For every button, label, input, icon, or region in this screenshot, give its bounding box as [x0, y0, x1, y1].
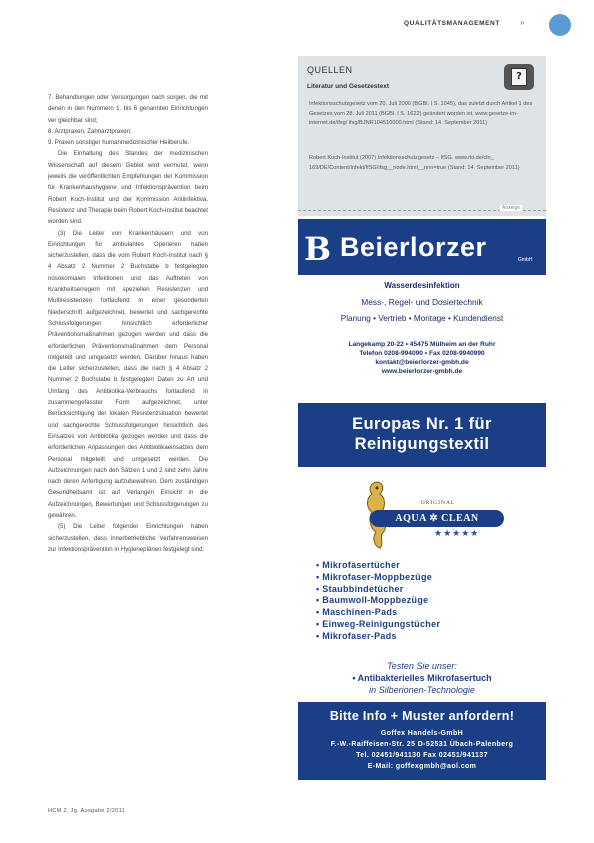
question-glyph: ?	[511, 68, 527, 86]
source-entry: Infektionsschutzgesetz vom 20. Juli 2000 (BGBl. I S. 1045), das zuletzt durch Artikel 1 des Gesetzes vom 28. Juli 2011 (BGBl. I S. 1622) geändert worden ist. www.gesetze-im-internet.de/ifsg/ ifsg/BJNR104510000.html (Stand: 14. September 2011)	[309, 101, 533, 127]
body-text-column	[48, 92, 208, 555]
company-suffix: GmbH	[518, 257, 533, 263]
list-item: • Maschinen-Pads	[316, 607, 440, 619]
page-footer: HCM 2. Jg. Ausgabe 2/2011	[48, 808, 126, 814]
ad-tagline: Wasserdesinfektion	[384, 281, 460, 290]
call-to-action: Bitte Info + Muster anfordern!	[329, 709, 515, 723]
ad-phone: Telefon 0208-994090 • Fax 0208-9940990	[359, 350, 485, 357]
paragraph: 8. Arztpraxen, Zahnarztpraxen;	[48, 127, 132, 135]
paragraph: Die Einhaltung des Standes der medizinischen Wissenschaft auf diesem Gebiet wird vermutet, wenn jeweils die veröffentlichten Empfehlungen der Kommission für Krankenhaushygiene und Infektionsprävention beim Robert Koch-Institut und der Kommission Antiinfektiva, Resistenz und Therapie beim Robert Koch-Institut beachtet worden sind.	[48, 150, 208, 226]
sources-box	[298, 56, 546, 216]
ad-headline-line: Europas Nr. 1 für	[352, 415, 492, 433]
sources-title: QUELLEN	[307, 65, 353, 75]
ad-label: Anzeige	[502, 205, 521, 211]
list-item: • Staubbindetücher	[316, 584, 440, 596]
product-list	[316, 560, 440, 643]
ad-email[interactable]: kontakt@beierlorzer-gmbh.de	[375, 359, 469, 366]
ad-headline	[298, 414, 546, 454]
ad-website[interactable]: www.beierlorzer-gmbh.de	[381, 368, 463, 375]
list-item: • Einweg-Reinigungstücher	[316, 619, 440, 631]
ad-headline-banner	[298, 403, 546, 467]
ad-address: F.-W.-Raiffeisen-Str. 25 D-52531 Übach-Palenberg	[330, 741, 514, 748]
beierlorzer-logo: B	[304, 230, 332, 268]
ad-email[interactable]: E-Mail: goffexgmbh@aol.com	[367, 763, 477, 770]
company-name: Beierlorzer	[340, 232, 487, 262]
list-item: • Mikrofaser-Moppbezüge	[316, 572, 440, 584]
ad-contact-banner	[298, 702, 546, 780]
aqua-clean-logo	[358, 478, 518, 556]
ad-address: Langekamp 20-22 • 45475 Mülheim an der Ruhr	[348, 341, 496, 348]
ad-headline-line: Reinigungstextil	[354, 435, 490, 453]
paragraph: (3) Die Leiter von Krankenhäusern und von Einrichtungen für ambulantes Operieren haben sicherzustellen, dass die vom Robert Koch-Institut nach § 4 Absatz 2 Nummer 2 Buchstabe b festgelegten nosokomialen Infektionen und das Auftreten von Krankheitserregern mit speziellen Resistenzen und Multiresistenzen fortlaufend in einer gesonderten Niederschrift aufgezeichnet, bewertet und sachgerechte Schlussfolgerungen hinsichtlich erforderlicher Präventionsmaßnahmen gezogen werden und dass die erforderlichen Präventionsmaßnahmen dem Personal mitgeteilt und umgesetzt werden. Darüber hinaus haben die Leiter sicherzustellen, dass die nach § 4 Absatz 2 Nummer 2 Buchstabe b festgelegten Daten zu Art und Umfang des Antibiotika-Verbrauchs fortlaufend in zusammengefasster Form aufgezeichnet, unter Berücksichtigung der lokalen Resistenzsituation bewertet und sachgerechte Schlussfolgerungen hinsichtlich des Einsatzes von Antibiotika gezogen werden und dass die erforderlichen Anpassungen des Antibiotikaeinsatzes dem Personal mitgeteilt und umgesetzt werden. Die Aufzeichnungen nach den Sätzen 1 und 2 sind zehn Jahre nach deren Anfertigung aufzubewahren. Dem zuständigen Gesundheitsamt ist auf Verlangen Einsicht in die Aufzeichnungen, Bewertungen und Schlussfolgerungen zu gewähren.	[48, 229, 208, 519]
list-item: • Mikrofasertücher	[316, 560, 440, 572]
section-title: QUALITÄTSMANAGEMENT	[404, 20, 500, 27]
ad-banner	[298, 219, 546, 275]
ad-contact-block	[298, 340, 546, 376]
sources-subtitle: Literatur und Gesetzestext	[307, 83, 389, 90]
beierlorzer-ad	[298, 219, 546, 391]
list-item: • Baumwoll-Moppbezüge	[316, 595, 440, 607]
company-name: Goffex Handels-GmbH	[380, 730, 464, 737]
ad-phone: Tel. 02451/941130 Fax 02451/941137	[356, 752, 488, 759]
ad-service-line: Mess-, Regel- und Dosiertechnik	[361, 297, 483, 307]
promo-product: • Antibakterielles Mikrofasertuch	[352, 673, 492, 683]
logo-original-label: ORIGINAL	[420, 500, 456, 506]
paragraph: 7. Behandlungen oder Versorgungen nach sorgen, die mit denen in den Nummern 1. bis 6 genannten Einrichtungen ver gleichbar sind;	[48, 94, 208, 124]
section-marker	[549, 14, 571, 36]
list-item: • Mikrofaser-Pads	[316, 631, 440, 643]
chevron-right-icon: »	[520, 18, 525, 27]
logo-stars: ★★★★★	[434, 528, 480, 538]
question-document-icon	[504, 64, 534, 90]
goffex-ad	[298, 403, 546, 780]
logo-brand-name: AQUA ✲ CLEAN	[370, 510, 504, 527]
ad-service-line: Planung • Vertrieb • Montage • Kundendienst	[340, 314, 504, 323]
paragraph: 9. Praxen sonstiger humanmedizinischer Heilberufe.	[48, 139, 190, 147]
source-entry: Robert Koch-Institut (2007) Infektionsschutzgesetz – IfSG. www.rki.de/cln_ 169/DE/Content/Infekt/IfSG/ifsg__node.html__nnn=true (Stand: 14. September 2011)	[309, 155, 520, 171]
paragraph: (5) Die Leiter folgender Einrichtungen haben sicherzustellen, dass innerbetriebliche Verfahrensweisen zur Infektionsprävention in Hygieneplänen festgelegt sind:	[48, 523, 208, 553]
promo-line: in Silberionen-Technologie	[369, 685, 475, 695]
promo-line: Testen Sie unser:	[387, 661, 457, 671]
